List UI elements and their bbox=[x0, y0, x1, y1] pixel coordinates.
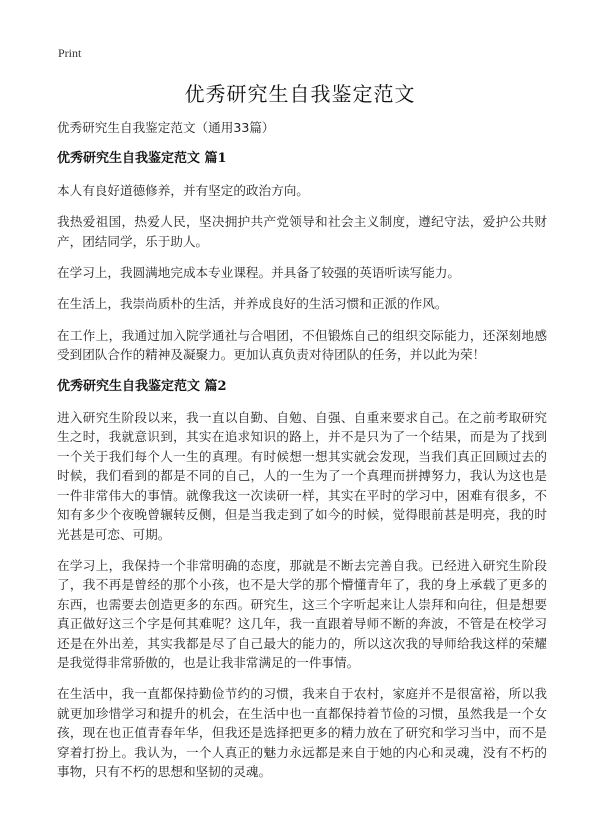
section-heading-1: 优秀研究生自我鉴定范文 篇1 bbox=[57, 151, 227, 167]
paragraph: 在学习上，我保持一个非常明确的态度，那就是不断去完善自我。已经进入研究生阶段了，我不再是曾经的那个小孩，也不是大学的那个懵懂青年了，我的身上承载了更多的东西，也需要去创造更多的东西。研究生，这三个字听起来让人崇拜和向往，但是想要真正做好这三个字是何其难呢？这几年，我一直跟着导师不断的奔波，不管是在校学习还是在外出差，其实我都是尽了自己最大的能力的，所以这次我的导师给我这样的荣耀是我觉得非常骄傲的，也是让我非常满足的一件事情。 bbox=[57, 557, 547, 670]
paragraph: 在工作上，我通过加入院学通社与合唱团，不但锻炼自己的组织交际能力，还深刻地感受到团队合作的精神及凝聚力。更加认真负责对待团队的任务，并以此为荣！ bbox=[57, 327, 547, 363]
paragraph: 我热爱祖国，热爱人民，坚决拥护共产党领导和社会主义制度，遵纪守法，爱护公共财产，团结同学，乐于助人。 bbox=[57, 214, 547, 249]
document-subtitle: 优秀研究生自我鉴定范文（通用33篇） bbox=[57, 120, 275, 135]
document-body bbox=[57, 118, 547, 793]
paragraph: 进入研究生阶段以来，我一直以自勤、自勉、自强、自重来要求自己。在之前考取研究生之时，我就意识到，其实在追求知识的路上，并不是只为了一个结果，而是为了找到一个关于我们每个人一生的真理。有时候想一想其实就会发现，当我们真正回顾过去的时候，我们看到的都是不同的自己，人的一生为了一个真理而拼搏努力，我认为这也是一件非常伟大的事情。就像我这一次读研一样，其实在平时的学习中，困难有很多，不知有多少个夜晚曾辗转反侧，但是当我走到了如今的时候，觉得眼前甚是明亮，我的时光甚是可恋、可期。 bbox=[57, 410, 547, 542]
print-link[interactable]: Print bbox=[58, 46, 82, 60]
paragraph: 本人有良好道德修养，并有坚定的政治方向。 bbox=[57, 182, 309, 198]
paragraph: 在生活上，我崇尚质朴的生活，并养成良好的生活习惯和正派的作风。 bbox=[57, 296, 448, 312]
paragraph: 在学习上，我圆满地完成本专业课程。并具备了较强的英语听读写能力。 bbox=[57, 265, 460, 281]
paragraph: 在生活中，我一直都保持勤俭节约的习惯，我来自于农村，家庭并不是很富裕，所以我就更加珍惜学习和提升的机会，在生活中也一直都保持着节俭的习惯，虽然我是一个女孩，现在也正值青春年华，但我还是选择把更多的精力放在了研究和学习当中，而不是穿着打扮上。我认为，一个人真正的魅力永远都是来自于她的内心和灵魂，没有不朽的事物，只有不朽的思想和坚韧的灵魂。 bbox=[57, 686, 547, 779]
page-title: 优秀研究生自我鉴定范文 bbox=[184, 82, 416, 106]
section-heading-2: 优秀研究生自我鉴定范文 篇2 bbox=[57, 378, 227, 394]
